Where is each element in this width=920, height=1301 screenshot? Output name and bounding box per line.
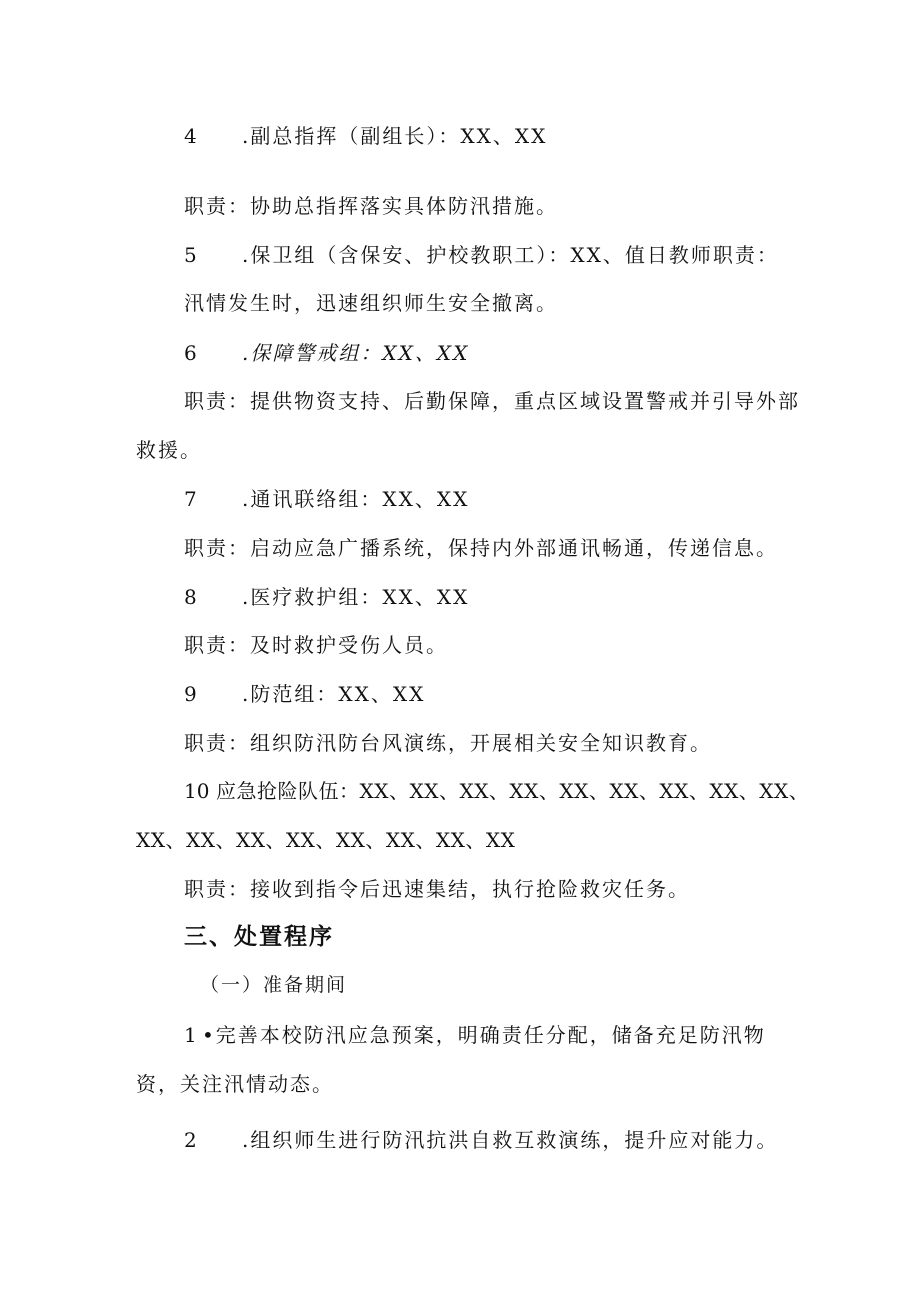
- item-title: .副总指挥（副组长）：XX、XX: [242, 124, 548, 148]
- section-heading: 三、处置程序: [184, 924, 334, 950]
- item-number: 10: [184, 779, 210, 803]
- item-title: 应急抢险队伍：XX、XX、XX、XX、XX、XX、XX、XX、XX、: [216, 779, 810, 803]
- item-title: .组织师生进行防汛抗洪自救互救演练，提升应对能力。: [242, 1128, 779, 1152]
- continuation-text: 救援。: [136, 438, 202, 462]
- duty-text: 职责：及时救护受伤人员。: [184, 633, 448, 657]
- item-title: .保卫组（含保安、护校教职工）：XX、值日教师职责：: [242, 243, 779, 267]
- item-number: 6: [184, 341, 197, 365]
- item-number: 4: [184, 124, 197, 148]
- duty-text: 职责：组织防汛防台风演练，开展相关安全知识教育。: [184, 731, 712, 755]
- item-number: 2: [184, 1128, 197, 1152]
- item-number: 1: [184, 1023, 197, 1047]
- item-title: .保障警戒组：XX、XX: [242, 341, 470, 365]
- duty-text: 职责：接收到指令后迅速集结，执行抢险救灾任务。: [184, 877, 690, 901]
- item-number: 7: [184, 487, 197, 511]
- continuation-text: 汛情发生时，迅速组织师生安全撤离。: [184, 291, 558, 315]
- item-number: 5: [184, 243, 197, 267]
- item-title: .防范组：XX、XX: [242, 682, 426, 706]
- item-number: 9: [184, 682, 197, 706]
- item-title: .医疗救护组：XX、XX: [242, 585, 470, 609]
- subsection-heading: （一）准备期间: [200, 974, 348, 996]
- continuation-text: XX、XX、XX、XX、XX、XX、XX、XX: [136, 828, 516, 852]
- continuation-text: 资，关注汛情动态。: [136, 1072, 334, 1096]
- duty-text: 职责：启动应急广播系统，保持内外部通讯畅通，传递信息。: [184, 536, 778, 560]
- item-title: •完善本校防汛应急预案，明确责任分配，储备充足防汛物: [202, 1023, 766, 1047]
- item-title: .通讯联络组：XX、XX: [242, 487, 470, 511]
- item-number: 8: [184, 585, 197, 609]
- duty-text: 职责：提供物资支持、后勤保障，重点区域设置警戒并引导外部: [184, 389, 800, 413]
- duty-text: 职责：协助总指挥落实具体防汛措施。: [184, 194, 558, 218]
